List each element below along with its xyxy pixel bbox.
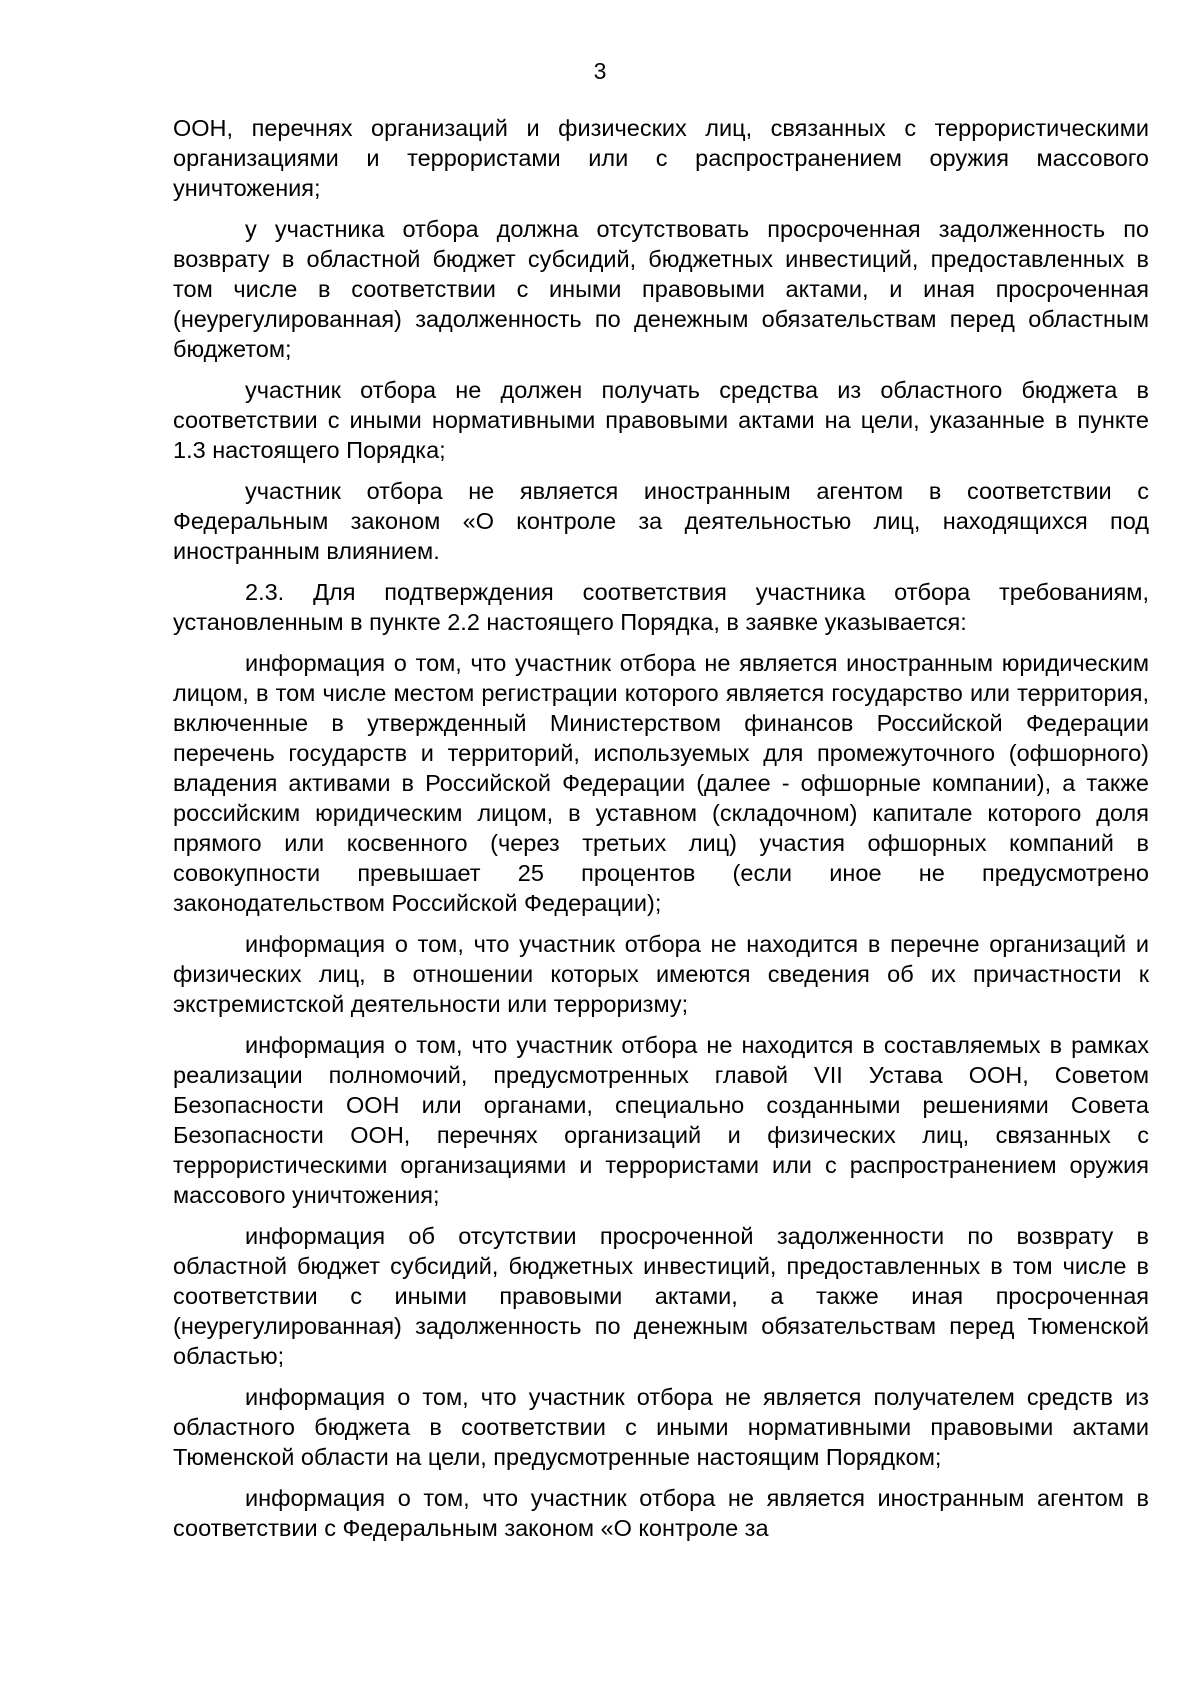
paragraph-no-other-budget-funds: участник отбора не должен получать средства из областного бюджета в соответствии с иными нормативными правовыми актами на цели, указанные в пункте 1.3 настоящего Порядка; xyxy=(173,377,1149,463)
paragraph-info-not-foreign-entity: информация о том, что участник отбора не является иностранным юридическим лицом, в том числе местом регистрации которого является государство или территория, включенные в утвержденный Министерством финансов Российской Федерации перечень государств и территорий, используемых для промежуточного (офшорного) владения активами в Российской Федерации (далее - офшорные компании), а также российским юридическим лицом, в уставном (складочном) капитале которого доля прямого или косвенного (через третьих лиц) участия офшорных компаний в совокупности превышает 25 процентов (если иное не предусмотрено законодательством Российской Федерации); xyxy=(173,650,1149,916)
paragraph-2-3-heading: 2.3. Для подтверждения соответствия участника отбора требованиям, установленным в пункте 2.2 настоящего Порядка, в заявке указывается: xyxy=(173,579,1149,635)
paragraph-info-no-overdue-debt: информация об отсутствии просроченной задолженности по возврату в областной бюджет субсидий, бюджетных инвестиций, предоставленных в том числе в соответствии с иными правовыми актами, а также иная просроченная (неурегулированная) задолженность по денежным обязательствам перед Тюменской областью; xyxy=(173,1223,1149,1369)
paragraph-1-continued: ООН, перечнях организаций и физических лиц, связанных с террористическими организациями и террористами или с распространением оружия массового уничтожения; xyxy=(173,115,1149,201)
paragraph-info-not-un-list: информация о том, что участник отбора не находится в составляемых в рамках реализации полномочий, предусмотренных главой VII Устава ООН, Советом Безопасности ООН или органами, специально созданными решениями Совета Безопасности ООН, перечнях организаций и физических лиц, связанных с террористическими организациями и террористами или с распространением оружия массового уничтожения; xyxy=(173,1032,1149,1208)
paragraph-no-overdue-debt: у участника отбора должна отсутствовать просроченная задолженность по возврату в областной бюджет субсидий, бюджетных инвестиций, предоставленных в том числе в соответствии с иными правовыми актами, и иная просроченная (неурегулированная) задолженность по денежным обязательствам перед областным бюджетом; xyxy=(173,216,1149,362)
paragraph-not-foreign-agent: участник отбора не является иностранным агентом в соответствии с Федеральным законом «О контроле за деятельностью лиц, находящихся под иностранным влиянием. xyxy=(173,478,1149,564)
paragraph-info-not-budget-recipient: информация о том, что участник отбора не является получателем средств из областного бюджета в соответствии с иными нормативными правовыми актами Тюменской области на цели, предусмотренные настоящим Порядком; xyxy=(173,1384,1149,1470)
page-number: 3 xyxy=(593,58,607,84)
document-body xyxy=(173,113,1149,1554)
paragraph-info-not-foreign-agent: информация о том, что участник отбора не является иностранным агентом в соответствии с Федеральным законом «О контроле за xyxy=(173,1485,1149,1541)
paragraph-info-not-extremist-list: информация о том, что участник отбора не находится в перечне организаций и физических лиц, в отношении которых имеются сведения об их причастности к экстремистской деятельности или терроризму; xyxy=(173,931,1149,1017)
